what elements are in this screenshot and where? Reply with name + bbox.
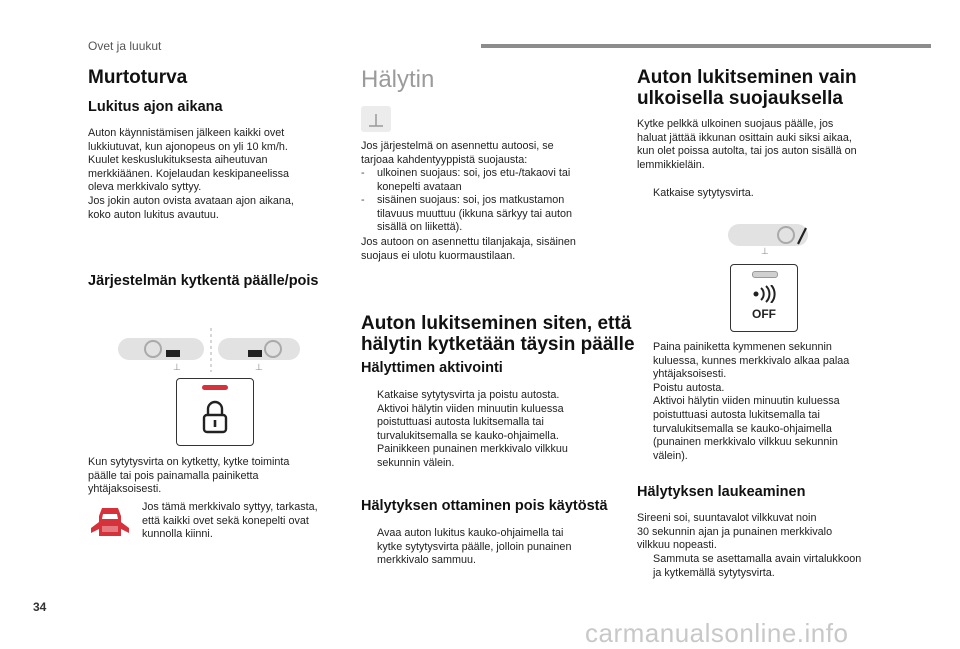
svg-text:⊥: ⊥ — [255, 363, 263, 373]
external-protection-title: Auton lukitseminen vain ulkoisella suojauksella — [637, 67, 857, 109]
section-label: Ovet ja luukut — [88, 39, 162, 53]
list-item: Katkaise sytytysvirta. — [653, 187, 754, 199]
kytkenta-paragraph: Kun sytytysvirta on kytketty, kytke toiminta päälle tai pois painamalla painiketta yhtäjaksoisesti. — [88, 456, 290, 496]
svg-text:⊥: ⊥ — [761, 247, 769, 256]
watermark: carmanualsonline.info — [585, 618, 849, 648]
page-number: 34 — [33, 600, 47, 614]
padlock-icon — [200, 399, 230, 435]
pois-kaytosta-heading: Hälytyksen ottaminen pois käytöstä — [361, 498, 608, 514]
murtoturva-title: Murtoturva — [88, 67, 188, 88]
list-item: Paina painiketta kymmenen sekunnin kuluessa, kunnes merkkivalo alkaa palaa yhtäjaksoisesti. — [653, 341, 850, 381]
dashboard-illustration — [118, 326, 300, 374]
list-item: - ulkoinen suojaus: soi, jos etu-/takaovi tai konepelti avataan — [361, 167, 571, 193]
lukitus-heading: Lukitus ajon aikana — [88, 99, 223, 115]
off-label: OFF — [752, 307, 776, 321]
header-rule — [481, 44, 931, 48]
sensor-waves-icon — [746, 285, 782, 303]
aktivointi-heading: Hälyttimen aktivointi — [361, 360, 503, 376]
svg-text:⊥: ⊥ — [173, 363, 181, 373]
kytkenta-heading: Järjestelmän kytkentä päälle/pois — [88, 273, 319, 289]
steering-wheel-icon — [118, 326, 300, 374]
list-item: Avaa auton lukitus kauko-ohjaimella tai kytke sytytysvirta päälle, jolloin punainen merkkivalo sammuu. — [377, 527, 572, 567]
laukeaminen-paragraph: Sireeni soi, suuntavalot vilkkuvat noin 30 sekunnin ajan ja punainen merkkivalo vilkkuu nopeasti. — [637, 512, 833, 552]
warning-paragraph: Jos tämä merkkivalo syttyy, tarkasta, että kaikki ovet sekä konepelti ovat kunnolla kiinni. — [142, 501, 318, 541]
open-door-car-icon — [88, 502, 132, 542]
lukitus-paragraph: Auton käynnistämisen jälkeen kaikki ovet lukkiutuvat, kun ajonopeus on yli 10 km/h. Kuulet keskuslukituksesta aiheutuvan merkkiäänen. Kojelaudan keskipaneelissa oleva merkkivalo syttyy. Jos jokin auton ovista avataan ajon aikana, koko auton lukitus avautuu. — [88, 127, 294, 221]
steering-wheel-icon — [728, 222, 810, 256]
list-item: Aktivoi hälytin viiden minuutin kuluessa poistuttuasi autosta lukitsemalla tai turvalukitsemalla se kauko-ohjaimella. Painikkeen punainen merkkivalo vilkkuu sekunnin välein. — [377, 402, 568, 469]
activation-list — [637, 341, 907, 463]
full-protection-title: Auton lukitseminen siten, että hälytin kytketään täysin päälle — [361, 313, 635, 355]
halytin-title: Hälytin — [361, 66, 435, 93]
laukeaminen-heading: Hälytyksen laukeaminen — [637, 484, 806, 500]
list-item: Poistu autosta. — [653, 381, 725, 394]
aktivointi-list — [361, 389, 626, 471]
external-protection-paragraph: Kytke pelkkä ulkoinen suojaus päälle, jos haluat jättää ikkunan osittain auki siksi aikaa, kun olet poissa autolta, tai jos auton sisällä on lemmikkieläin. — [637, 118, 857, 171]
indicator-light — [752, 271, 778, 278]
laukeaminen-list — [637, 553, 907, 580]
list-item: Aktivoi hälytin viiden minuutin kuluessa poistuttuasi autosta lukitsemalla tai turvalukitsemalla se kauko-ohjaimella (punainen merkkivalo vilkkuu sekunnin välein). — [653, 395, 840, 462]
list-item: Katkaise sytytysvirta ja poistu autosta. — [377, 389, 560, 401]
alarm-off-button-illustration — [730, 264, 798, 332]
lock-button-illustration — [176, 378, 254, 446]
list-item: - sisäinen suojaus: soi, jos matkustamon tilavuus muuttuu (ikkuna särkyy tai auton sisällä on liikettä). — [361, 194, 573, 234]
pois-kaytosta-list — [361, 527, 626, 568]
info-note-icon — [361, 106, 391, 132]
halytin-note: Jos autoon on asennettu tilanjakaja, sisäinen suojaus ei ulotu kuormaustilaan. — [361, 236, 576, 262]
list-item: Sammuta se asettamalla avain virtalukkoon ja kytkemällä sytytysvirta. — [653, 553, 862, 579]
ignition-list — [637, 187, 907, 201]
red-indicator-light — [202, 385, 228, 390]
protection-list — [361, 167, 626, 235]
halytin-intro: Jos järjestelmä on asennettu autoosi, se tarjoaa kahdentyyppistä suojausta: — [361, 140, 554, 166]
